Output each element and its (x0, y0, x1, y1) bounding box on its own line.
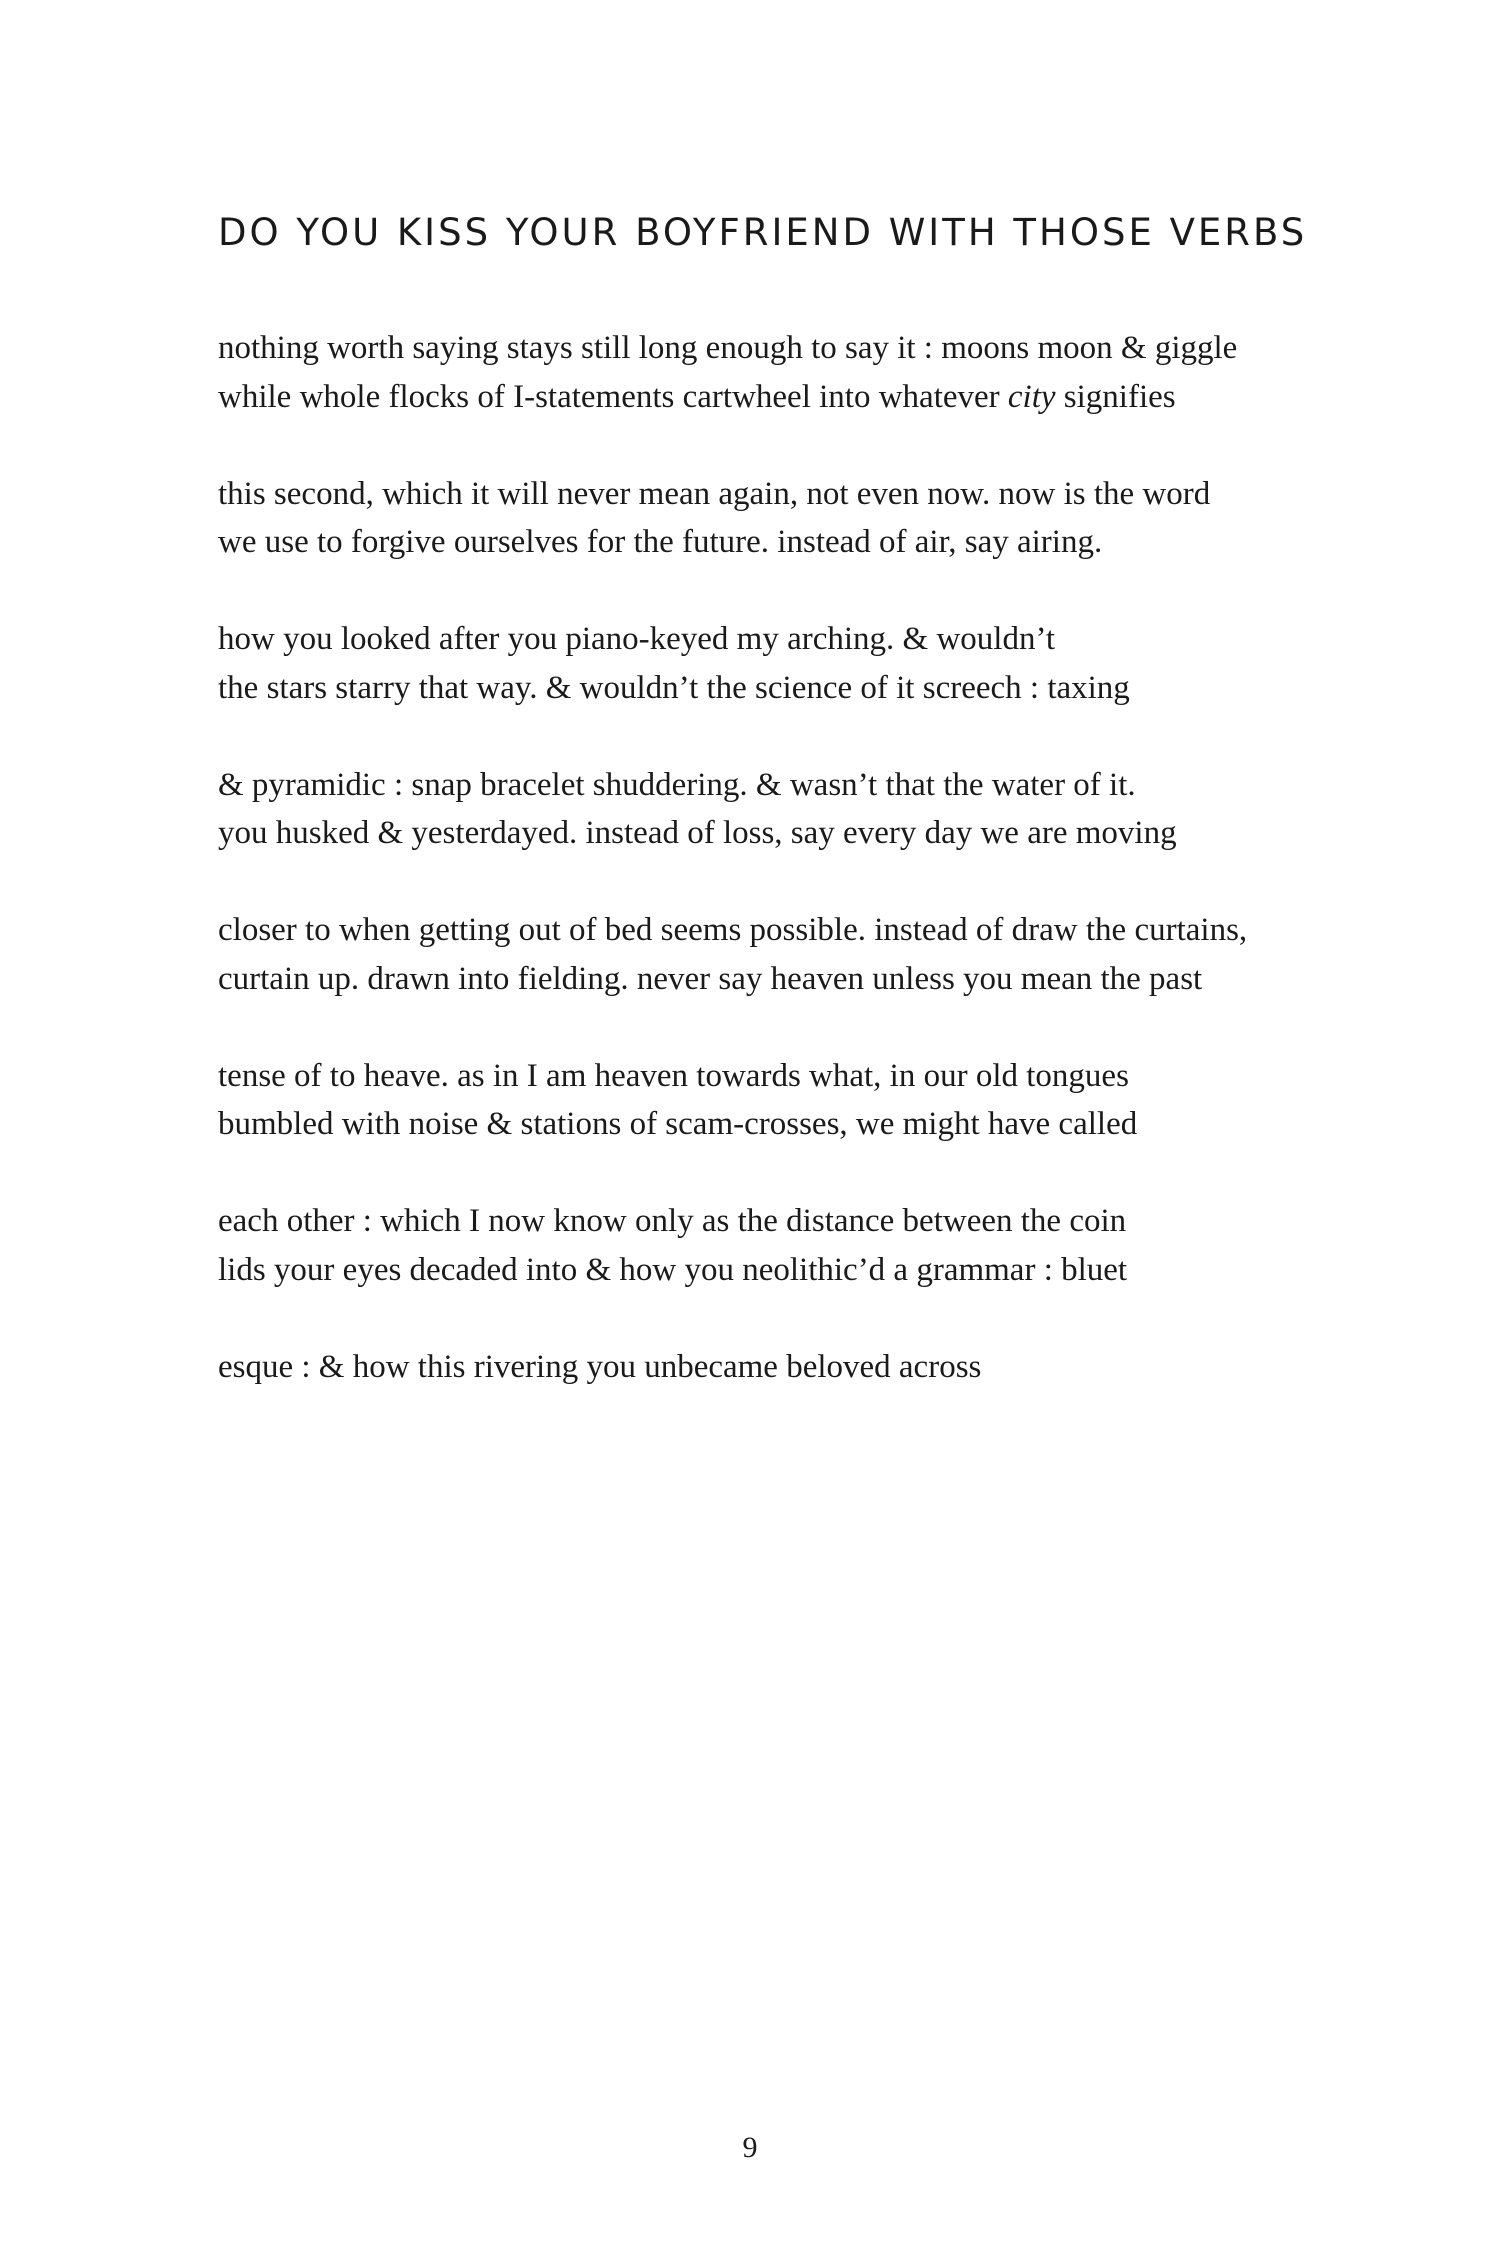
poem-line: tense of to heave. as in I am heaven towards what, in our old tongues (218, 1057, 1129, 1094)
stanza (218, 1343, 1468, 1392)
stanza (218, 615, 1468, 712)
poem-line: we use to forgive ourselves for the future. instead of air, say airing. (218, 524, 1103, 560)
stanza (218, 906, 1468, 1003)
line-segment: while whole flocks of I-statements cartwheel into whatever (218, 378, 1008, 415)
stanza (218, 324, 1468, 421)
stanza (218, 761, 1468, 858)
poem-line: each other : which I now know only as the distance between the coin (218, 1203, 1127, 1239)
poem-line (218, 373, 1468, 422)
poem-body (218, 324, 1468, 1440)
poem-line: this second, which it will never mean again, not even now. now is the word (218, 475, 1211, 512)
poem-title: DO YOU KISS YOUR BOYFRIEND WITH THOSE VERBS (218, 211, 1308, 254)
poem-line: nothing worth saying stays still long enough to say it : moons moon & giggle (218, 330, 1238, 366)
line-segment: signifies (1055, 378, 1176, 415)
poem-line: & pyramidic : snap bracelet shuddering. & wasn’t that the water of it. (218, 766, 1136, 803)
stanza (218, 1197, 1468, 1294)
poem-line: lids your eyes decaded into & how you neolithic’d a grammar : bluet (218, 1251, 1128, 1288)
stanza (218, 470, 1468, 567)
page-number: 9 (742, 2131, 758, 2164)
italic-word: city (1007, 378, 1056, 415)
poem-line: you husked & yesterdayed. instead of loss, say every day we are moving (218, 815, 1177, 851)
poem-line: esque : & how this rivering you unbecame beloved across (218, 1348, 982, 1385)
poem-line: how you looked after you piano-keyed my arching. & wouldn’t (218, 621, 1056, 657)
poem-line: closer to when getting out of bed seems possible. instead of draw the curtains, (218, 912, 1248, 948)
poem-line: the stars starry that way. & wouldn’t the science of it screech : taxing (218, 669, 1130, 706)
poem-line: bumbled with noise & stations of scam-crosses, we might have called (218, 1106, 1138, 1142)
poem-line: curtain up. drawn into fielding. never say heaven unless you mean the past (218, 960, 1203, 997)
stanza (218, 1052, 1468, 1149)
